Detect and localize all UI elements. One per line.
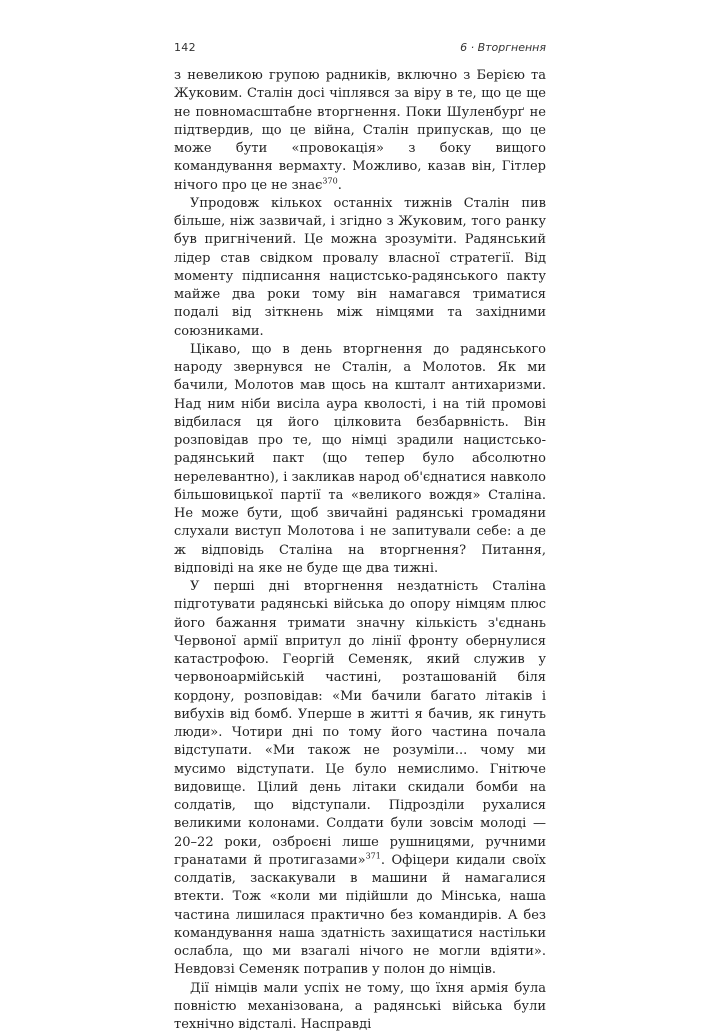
footnote-ref-371: 371 (366, 851, 381, 860)
paragraph-4: У перші дні вторгнення нездатність Сталіна підготувати радянські війська до опору німцям плюс його бажання тримати значну кількість з'єднань Червоної армії впритул до лінії фронту обернулися катастрофою. Георгій Семеняк, який служив у червоноармійській частині, розташованій біля кордону, розповідав: «Ми бачили багато літаків і вибухів від бомб. Уперше в житті я бачив, як гинуть люди». Чотири дні по тому його частина почала відступати. «Ми також не розуміли... чому ми мусимо відступати. Це було немислимо. Гнітюче видовище. Цілий день літаки скидали бомби на солдатів, що відступали. Підрозділи рухалися великими колонами. Солдати були зовсім молоді — 20–22 роки, озброєні лише рушницями, ручними гранатами й протигазами»$^{371}$. Офіцери кидали своїх солдатів, заскакували в машини й намагалися втекти. Тож «коли ми підійшли до Мінська, наша частина лишилася практично без командирів. А без командування наша здатність захищатися настільки ослабла, що ми взагалі нічого не могли вдіяти». Невдовзі Семеняк потрапив у полон до німців. (174, 578, 546, 980)
running-head (174, 41, 546, 54)
paragraph-2: Упродовж кількох останніх тижнів Сталін пив більше, ніж зазвичай, і згідно з Жуковим, того ранку був пригнічений. Це можна зрозуміти. Радянський лідер став свідком провалу власної стратегії. Від моменту підписання нацистсько-радянського пакту майже два роки тому він намагався триматися подалі від зіткнень між німцями та західними союзниками. (174, 195, 546, 341)
page-number: 142 (174, 41, 196, 54)
paragraph-3: Цікаво, що в день вторгнення до радянського народу звернувся не Сталін, а Молотов. Як ми бачили, Молотов мав щось на кшталт антихаризми. Над ним ніби висіла аура кволості, і на тій промові відбилася ця його цілковита безбарвність. Він розповідав про те, що німці зрадили нацистсько-радянський пакт (що тепер було абсолютно нерелевантно), і закликав народ об'єднатися навколо більшовицької партії та «великого вождя» Сталіна. Не може бути, щоб звичайні радянські громадяни слухали виступ Молотова і не запитували себе: а де ж відповідь Сталіна на вторгнення? Питання, відповіді на яке не буде ще два тижні. (174, 341, 546, 578)
body-text (174, 67, 546, 1034)
chapter-title: 6 · Вторгнення (460, 41, 546, 54)
paragraph-1: з невеликою групою радників, включно з Берією та Жуковим. Сталін досі чіплявся за віру в те, що це ще не повномасштабне вторгнення. Поки Шуленбурґ не підтвердив, що це війна, Сталін припускав, що це може бути «провокація» з боку вищого командування вермахту. Можливо, казав він, Гітлер нічого про це не знає$^{370}$. (174, 67, 546, 195)
footnote-ref-370: 370 (322, 176, 337, 185)
paragraph-5: Дії німців мали успіх не тому, що їхня армія була повністю механізована, а радянські війська були технічно відсталі. Насправді (174, 980, 546, 1034)
